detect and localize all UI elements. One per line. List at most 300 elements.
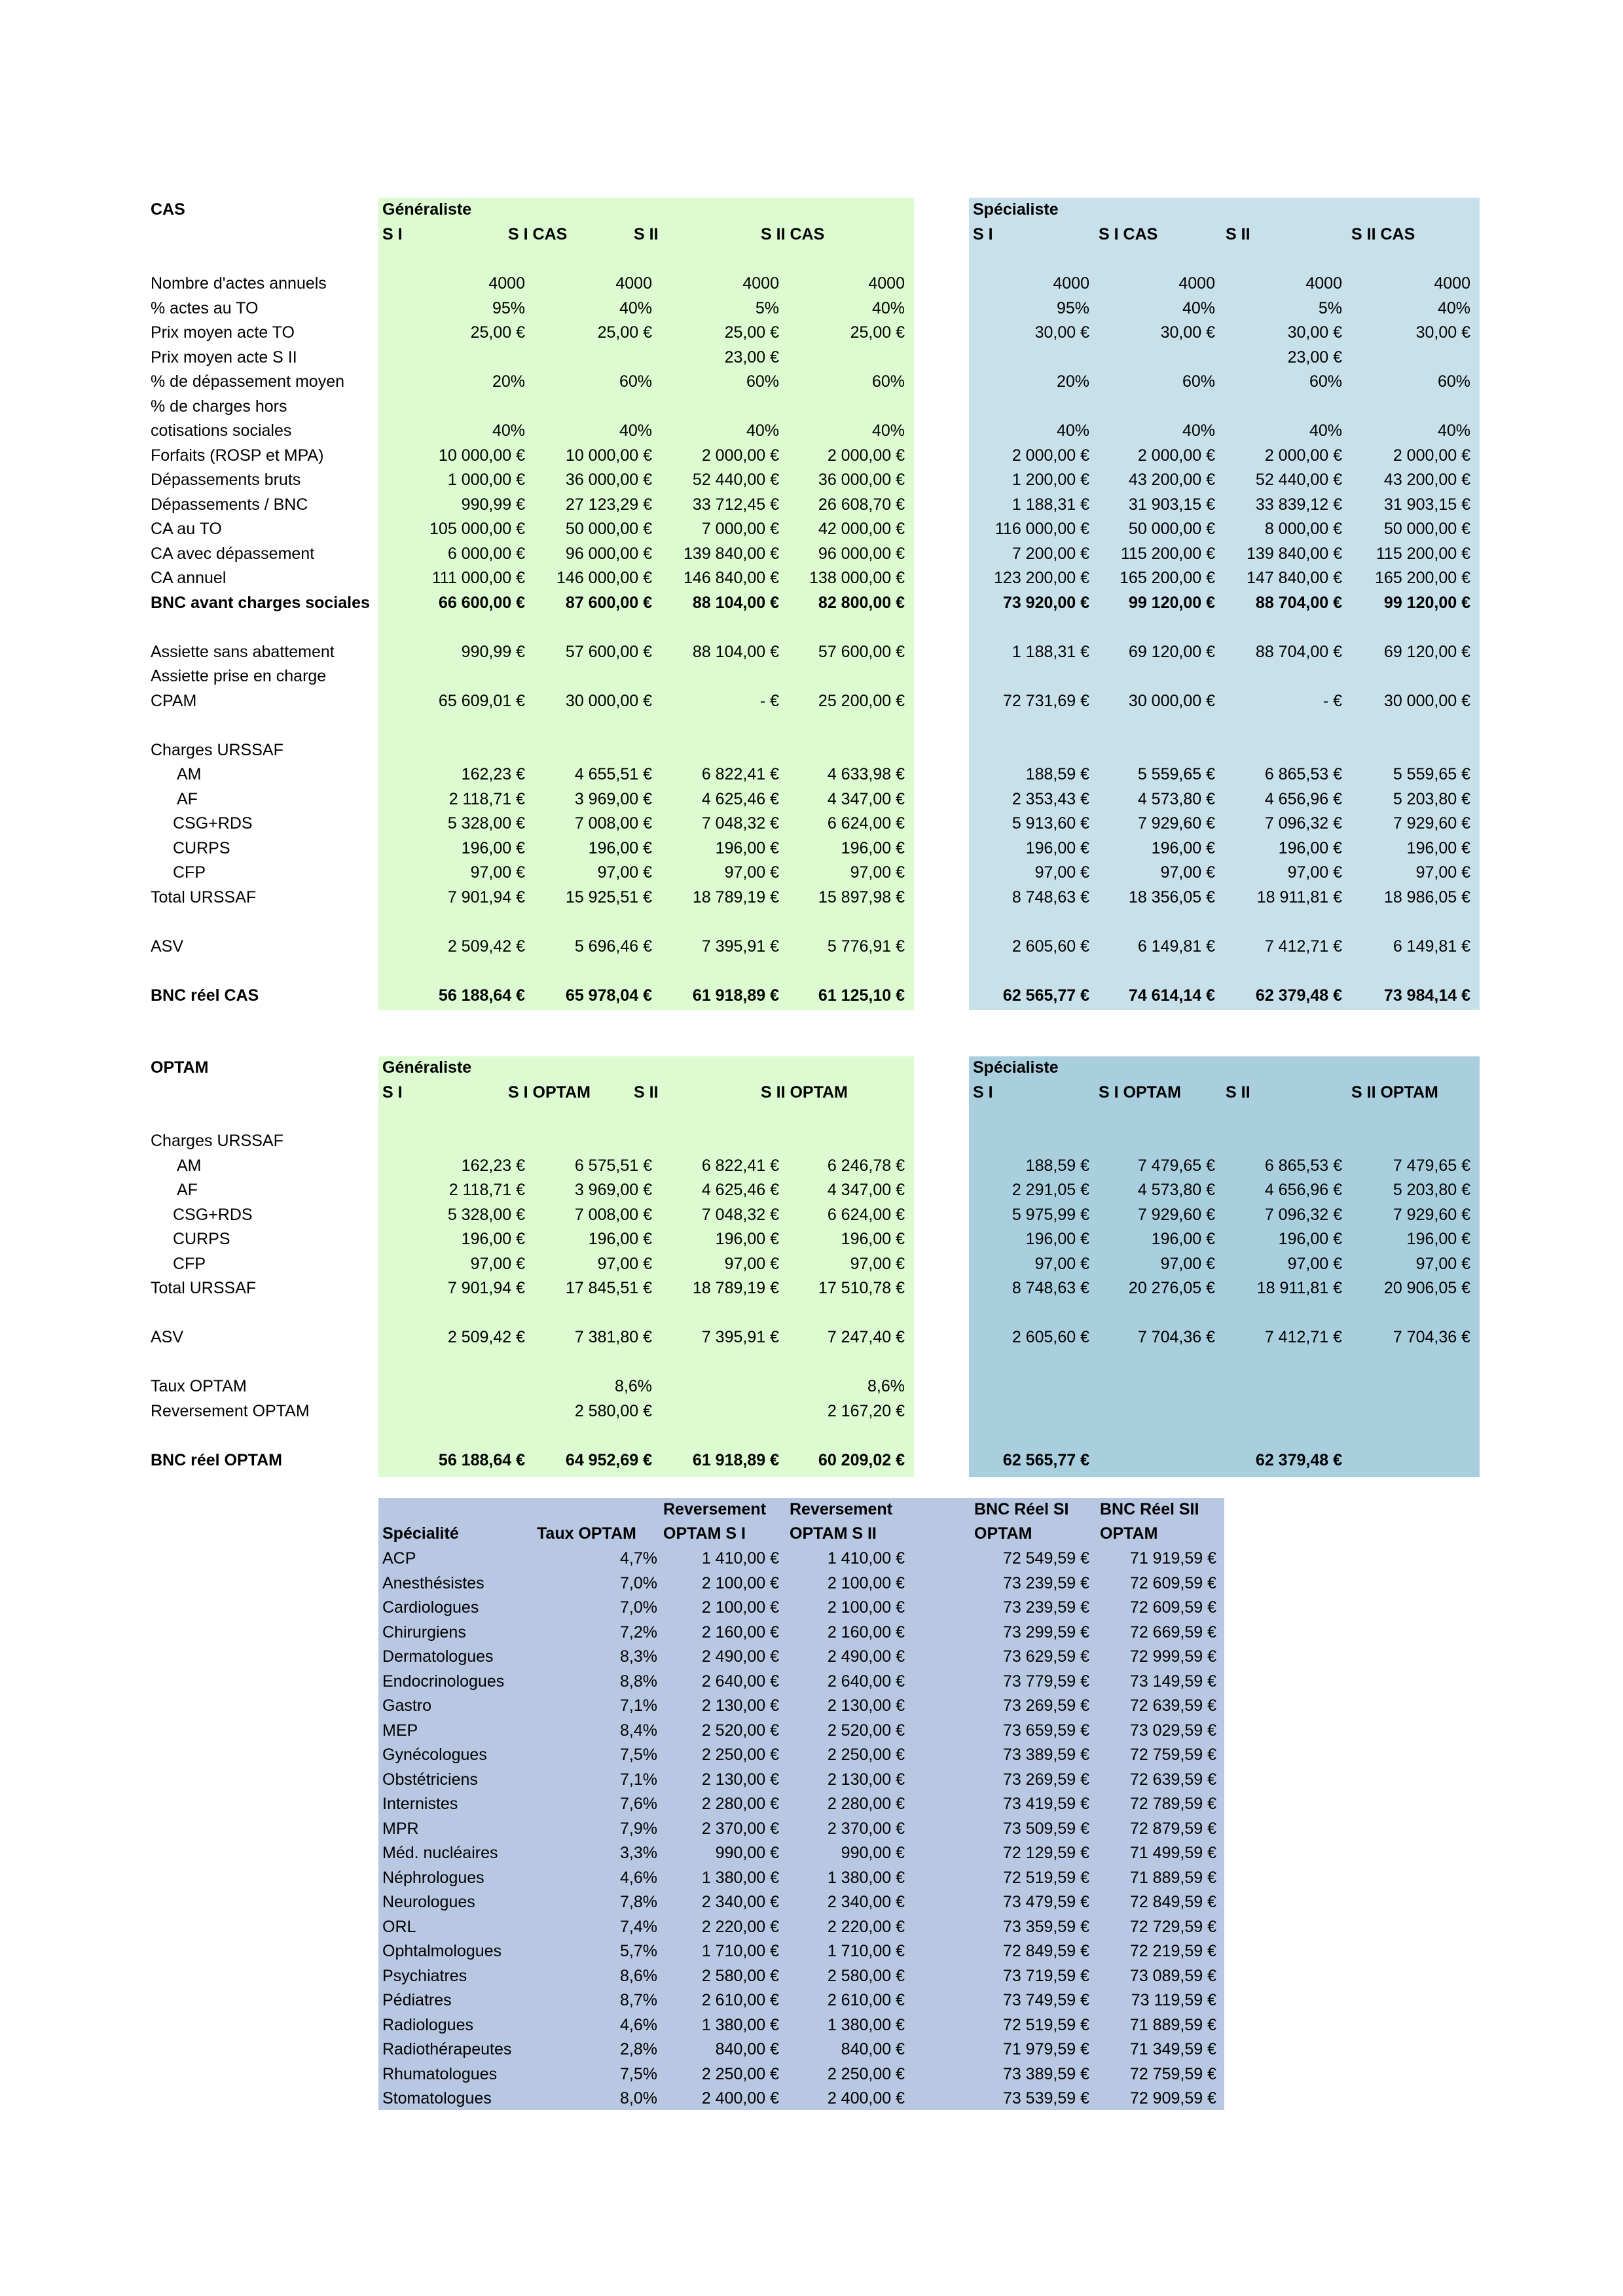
specialite-value: 2 610,00 € [701,1991,779,2009]
optam-specialiste-value: 97,00 € [1160,1254,1215,1273]
specialite-value: 73 119,59 € [1131,1991,1216,2009]
cas-specialiste-value [965,713,1089,738]
specialite-value: 7,0% [620,1573,657,1592]
specialite-header-line1: Reversement [663,1500,767,1518]
cas-generaliste-value [655,664,779,689]
specialite-value: 990,00 € [841,1844,905,1862]
specialite-name: Radiologues [382,2015,473,2034]
specialite-value: 73 029,59 € [1129,1721,1216,1740]
optam-specialiste-value: 7 096,32 € [1264,1205,1342,1224]
optam-specialiste-value [1346,1374,1470,1399]
specialite-value: 72 849,59 € [1129,1893,1216,1911]
cas-row-label: AF [177,789,198,808]
cas-generaliste-value: 111 000,00 € [431,569,525,587]
optam-specialiste-value [1091,1300,1215,1325]
cas-generaliste-value: 60% [746,372,779,391]
specialite-value: 4,7% [620,1549,657,1568]
cas-row-label: Nombre d'actes annuels [151,274,327,293]
optam-specialiste-value: 4 573,80 € [1137,1181,1215,1199]
cas-row-label: Assiette prise en charge [151,667,327,685]
cas-specialiste-value: 4000 [1305,274,1342,293]
optam-generaliste-value: 56 188,64 € [438,1450,525,1469]
cas-generaliste-value: 7 008,00 € [574,814,652,833]
specialite-value: 2 370,00 € [701,1819,779,1838]
cas-generaliste-value: 96 000,00 € [565,544,652,563]
cas-specialiste-value: 30,00 € [1034,323,1089,342]
cas-generaliste-value: 7 000,00 € [701,520,779,538]
specialite-name: Internistes [382,1795,458,1813]
cas-generaliste-value: 4 655,51 € [574,765,652,783]
cas-generaliste-value [528,909,652,934]
cas-generaliste-value [780,909,905,934]
cas-generaliste-value: 1 000,00 € [447,471,525,489]
optam-specialiste-value: 2 291,05 € [1012,1181,1089,1199]
optam-generaliste-value [528,1423,652,1448]
cas-generaliste-value: 2 000,00 € [827,446,905,465]
optam-title: OPTAM [151,1058,209,1077]
cas-generaliste-value [780,713,905,738]
cas-specialiste-value: 188,59 € [1025,765,1089,783]
cas-specialiste-col-header: S II CAS [1351,224,1415,243]
cas-generaliste-value: 5 328,00 € [447,814,525,833]
optam-specialiste-value: 62 379,48 € [1255,1450,1342,1469]
optam-specialiste-value [1091,1350,1215,1374]
cas-specialiste-value [965,738,1089,762]
cas-specialiste-value: 5 559,65 € [1137,765,1215,783]
optam-specialiste-value [965,1423,1089,1448]
optam-generaliste-value: 7 048,32 € [701,1205,779,1224]
specialite-value: 2 100,00 € [827,1598,905,1617]
cas-generaliste-value: 4000 [488,274,525,293]
specialite-value: 840,00 € [715,2040,779,2058]
specialite-value: 5,7% [620,1942,657,1960]
specialite-value: 8,0% [620,2089,657,2108]
cas-row-label: CURPS [173,838,230,857]
specialite-value: 1 710,00 € [827,1942,905,1960]
cas-specialiste-value [1346,909,1470,934]
specialite-value: 7,5% [620,2064,657,2083]
optam-specialiste-value: 6 865,53 € [1264,1156,1342,1175]
optam-specialiste-value: 5 975,99 € [1012,1205,1089,1224]
cas-generaliste-value: 65 609,01 € [438,691,525,710]
cas-generaliste-value: 196,00 € [588,838,652,857]
specialite-value: 73 149,59 € [1129,1672,1216,1691]
cas-generaliste-value [401,664,525,689]
cas-specialiste-value: 123 200,00 € [994,569,1089,587]
cas-generaliste-value [528,713,652,738]
specialite-value: 72 549,59 € [1002,1549,1089,1568]
cas-generaliste-value: 52 440,00 € [692,471,779,489]
cas-generaliste-title: Généraliste [382,200,472,219]
cas-specialiste-value: 7 929,60 € [1137,814,1215,833]
specialite-value: 73 419,59 € [1002,1795,1089,1813]
cas-generaliste-value: 88 104,00 € [692,593,779,612]
optam-generaliste-value: 6 624,00 € [827,1205,905,1224]
cas-specialiste-value [965,909,1089,934]
optam-row-label [151,1423,378,1448]
optam-generaliste-value [528,1128,652,1153]
specialite-value: 72 609,59 € [1129,1598,1216,1617]
specialite-value: 8,8% [620,1672,657,1691]
optam-specialiste-value [1346,1448,1470,1473]
cas-generaliste-value: 18 789,19 € [692,888,779,906]
optam-generaliste-value [655,1300,779,1325]
optam-specialiste-value: 7 929,60 € [1137,1205,1215,1224]
cas-generaliste-value: 97,00 € [724,863,779,882]
specialite-value: 990,00 € [715,1844,779,1862]
cas-generaliste-value [655,713,779,738]
cas-generaliste-value: 25,00 € [597,323,652,342]
cas-row-label: % actes au TO [151,298,259,317]
cas-specialiste-value: 43 200,00 € [1383,471,1470,489]
cas-specialiste-value: 115 200,00 € [1376,544,1470,563]
optam-generaliste-value: 196,00 € [715,1230,779,1248]
optam-generaliste-value: 17 845,51 € [565,1279,652,1297]
specialite-value: 8,3% [620,1647,657,1666]
specialite-value: 73 269,59 € [1002,1770,1089,1789]
cas-specialiste-value [965,345,1089,370]
cas-specialiste-value: 18 986,05 € [1383,888,1470,906]
optam-specialiste-value [1218,1423,1342,1448]
optam-generaliste-value: 4 347,00 € [827,1181,905,1199]
optam-specialiste-value [1218,1128,1342,1153]
optam-specialiste-value: 196,00 € [1151,1230,1215,1248]
specialite-name: MPR [382,1819,419,1838]
optam-generaliste-value: 196,00 € [588,1230,652,1248]
cas-generaliste-value: 50 000,00 € [565,520,652,538]
cas-generaliste-value [780,664,905,689]
optam-generaliste-value [655,1423,779,1448]
cas-specialiste-value: 196,00 € [1025,838,1089,857]
cas-generaliste-value: 196,00 € [461,838,525,857]
cas-generaliste-value: 105 000,00 € [429,520,525,538]
cas-row-label: CSG+RDS [173,814,253,833]
optam-specialiste-value: 188,59 € [1025,1156,1089,1175]
specialite-value: 72 219,59 € [1129,1942,1216,1960]
cas-generaliste-col-header: S I CAS [508,224,568,243]
optam-specialiste-value: 7 412,71 € [1264,1328,1342,1346]
optam-generaliste-value [401,1300,525,1325]
optam-row-label: CSG+RDS [173,1205,253,1224]
specialite-value: 72 849,59 € [1002,1942,1089,1960]
cas-specialiste-value: 18 356,05 € [1128,888,1215,906]
optam-specialiste-value [965,1128,1089,1153]
specialite-value: 73 719,59 € [1002,1966,1089,1985]
cas-specialiste-col-header: S II [1226,224,1250,243]
specialite-value: 7,2% [620,1623,657,1641]
optam-generaliste-value: 6 246,78 € [827,1156,905,1175]
cas-specialiste-value: 1 200,00 € [1012,471,1089,489]
cas-row-label: Forfaits (ROSP et MPA) [151,446,324,465]
specialite-value: 72 729,59 € [1129,1917,1216,1936]
cas-generaliste-value [401,615,525,639]
optam-row-label: CFP [173,1254,206,1273]
specialite-header-line1: BNC Réel SI [974,1500,1069,1518]
cas-generaliste-value: 60% [619,372,652,391]
optam-generaliste-value: 17 510,78 € [818,1279,905,1297]
cas-specialiste-value: 165 200,00 € [1120,569,1215,587]
optam-generaliste-col-header: S II [634,1083,659,1102]
optam-generaliste-value: 7 395,91 € [701,1328,779,1346]
optam-specialiste-value [965,1374,1089,1399]
cas-specialiste-value: 1 188,31 € [1012,642,1089,661]
cas-specialiste-value [1218,664,1342,689]
optam-specialiste-value: 196,00 € [1025,1230,1089,1248]
optam-specialiste-value [1091,1423,1215,1448]
cas-generaliste-value [528,345,652,370]
optam-generaliste-value: 196,00 € [461,1230,525,1248]
cas-specialiste-value: 60% [1309,372,1342,391]
cas-generaliste-value: 57 600,00 € [818,642,905,661]
cas-generaliste-value: 20% [492,372,525,391]
cas-specialiste-value: 40% [1182,298,1215,317]
cas-specialiste-value: 20% [1056,372,1089,391]
optam-generaliste-col-header: S I [382,1083,403,1102]
cas-title: CAS [151,200,185,219]
specialite-value: 1 710,00 € [701,1942,779,1960]
cas-generaliste-value [528,958,652,983]
cas-generaliste-value [780,738,905,762]
cas-specialiste-value [1346,958,1470,983]
cas-generaliste-value [780,958,905,983]
optam-specialiste-value [1346,1128,1470,1153]
specialite-value: 72 639,59 € [1129,1770,1216,1789]
cas-specialiste-value: 97,00 € [1415,863,1470,882]
optam-generaliste-value [401,1423,525,1448]
cas-specialiste-value: 30 000,00 € [1128,691,1215,710]
cas-specialiste-value [965,958,1089,983]
specialite-value: 2 160,00 € [701,1623,779,1641]
specialite-value: 73 239,59 € [1002,1573,1089,1592]
cas-specialiste-value: 2 605,60 € [1012,937,1089,956]
specialite-value: 72 909,59 € [1129,2089,1216,2108]
specialite-value: 1 380,00 € [827,2015,905,2034]
cas-generaliste-value [780,394,905,419]
cas-specialiste-value: 5 913,60 € [1012,814,1089,833]
cas-generaliste-value: 3 969,00 € [574,789,652,808]
specialite-value: 2 250,00 € [827,1746,905,1764]
optam-generaliste-value [780,1300,905,1325]
specialite-value: 72 519,59 € [1002,2015,1089,2034]
specialite-name: Psychiatres [382,1966,467,1985]
optam-generaliste-value [528,1350,652,1374]
cas-specialiste-value [1218,713,1342,738]
cas-specialiste-value: 50 000,00 € [1383,520,1470,538]
specialite-value: 2 220,00 € [701,1917,779,1936]
optam-specialiste-value [1091,1128,1215,1153]
cas-specialiste-value: 97,00 € [1160,863,1215,882]
cas-specialiste-value: 72 731,69 € [1002,691,1089,710]
specialite-value: 71 499,59 € [1129,1844,1216,1862]
optam-generaliste-value [780,1128,905,1153]
cas-generaliste-value: 25,00 € [724,323,779,342]
specialite-value: 2 400,00 € [701,2089,779,2108]
specialite-name: Chirurgiens [382,1623,466,1641]
cas-generaliste-value: 25,00 € [470,323,525,342]
optam-specialiste-value [965,1399,1089,1424]
cas-specialiste-value [1091,615,1215,639]
optam-generaliste-value: 162,23 € [461,1156,525,1175]
specialite-value: 71 889,59 € [1129,2015,1216,2034]
optam-specialiste-value: 7 479,65 € [1393,1156,1470,1175]
cas-specialiste-value: 31 903,15 € [1383,495,1470,514]
specialite-value: 73 389,59 € [1002,2064,1089,2083]
cas-generaliste-value: 88 104,00 € [692,642,779,661]
specialite-header-line2: OPTAM [1100,1524,1158,1543]
cas-generaliste-value [528,664,652,689]
optam-generaliste-value: 4 625,46 € [701,1181,779,1199]
cas-generaliste-value [655,909,779,934]
cas-row-label [151,615,378,639]
specialite-value: 2 640,00 € [701,1672,779,1691]
cas-specialiste-value: 31 903,15 € [1128,495,1215,514]
cas-generaliste-value: 196,00 € [841,838,905,857]
cas-specialiste-value: 8 748,63 € [1012,888,1089,906]
specialite-value: 2 250,00 € [701,1746,779,1764]
optam-row-label: Total URSSAF [151,1279,257,1297]
cas-row-label: % de charges hors [151,397,287,416]
cas-specialiste-value: 7 096,32 € [1264,814,1342,833]
cas-generaliste-value: 25,00 € [850,323,905,342]
specialite-value: 3,3% [620,1844,657,1862]
cas-generaliste-value: 2 000,00 € [701,446,779,465]
cas-specialiste-value: 52 440,00 € [1255,471,1342,489]
specialite-value: 73 269,59 € [1002,1696,1089,1715]
cas-generaliste-value: 4000 [615,274,652,293]
cas-specialiste-title: Spécialiste [973,200,1059,219]
cas-specialiste-value: 6 865,53 € [1264,765,1342,783]
specialite-name: ORL [382,1917,416,1936]
specialite-value: 7,1% [620,1696,657,1715]
specialite-value: 73 299,59 € [1002,1623,1089,1641]
cas-specialiste-value [965,664,1089,689]
specialite-value: 1 410,00 € [827,1549,905,1568]
specialite-value: 2 130,00 € [827,1696,905,1715]
specialite-value: 8,4% [620,1721,657,1740]
cas-specialiste-value: 95% [1056,298,1089,317]
specialite-value: 4,6% [620,2015,657,2034]
optam-row-label: Charges URSSAF [151,1132,283,1150]
cas-generaliste-value [528,615,652,639]
optam-generaliste-value [655,1350,779,1374]
cas-specialiste-value: 2 000,00 € [1137,446,1215,465]
cas-generaliste-col-header: S II [634,224,659,243]
specialite-name: MEP [382,1721,418,1740]
cas-row-label: Assiette sans abattement [151,642,335,661]
cas-generaliste-value: 40% [871,422,905,440]
optam-generaliste-value: 8,6% [615,1377,652,1395]
cas-specialiste-value: 4 656,96 € [1264,789,1342,808]
cas-specialiste-value: 165 200,00 € [1375,569,1470,587]
specialite-value: 73 629,59 € [1002,1647,1089,1666]
cas-generaliste-value: 36 000,00 € [818,471,905,489]
optam-generaliste-value: 2 118,71 € [448,1181,525,1199]
specialite-value: 73 359,59 € [1002,1917,1089,1936]
cas-generaliste-value: 57 600,00 € [565,642,652,661]
specialite-value: 73 389,59 € [1002,1746,1089,1764]
optam-specialiste-value: 97,00 € [1034,1254,1089,1273]
specialite-value: 840,00 € [841,2040,905,2058]
specialite-value: 72 879,59 € [1129,1819,1216,1838]
cas-generaliste-value [655,394,779,419]
cas-specialiste-value: 196,00 € [1278,838,1342,857]
specialite-value: 1 380,00 € [701,2015,779,2034]
specialite-name: Méd. nucléaires [382,1844,498,1862]
cas-generaliste-value: 990,99 € [461,642,525,661]
cas-generaliste-value: 4000 [742,274,779,293]
specialite-value: 2 130,00 € [701,1696,779,1715]
cas-generaliste-value: 87 600,00 € [565,593,652,612]
optam-specialiste-value: 5 203,80 € [1393,1181,1470,1199]
cas-generaliste-value: 97,00 € [597,863,652,882]
cas-specialiste-value: 4000 [1053,274,1089,293]
specialite-value: 2 400,00 € [827,2089,905,2108]
cas-row-label: ASV [151,937,184,956]
optam-generaliste-value [528,1300,652,1325]
specialite-name: Gastro [382,1696,432,1715]
optam-row-label: Taux OPTAM [151,1377,247,1395]
cas-specialiste-value: 8 000,00 € [1264,520,1342,538]
specialite-name: Stomatologues [382,2089,492,2108]
cas-generaliste-value: 40% [492,422,525,440]
optam-specialiste-value [965,1350,1089,1374]
cas-row-label: Dépassements bruts [151,471,301,489]
cas-specialiste-value: 7 929,60 € [1393,814,1470,833]
optam-generaliste-value: 97,00 € [724,1254,779,1273]
cas-specialiste-value: 40% [1437,422,1470,440]
cas-generaliste-value: 40% [746,422,779,440]
cas-generaliste-value: 2 509,42 € [447,937,525,956]
optam-specialiste-value [1346,1300,1470,1325]
specialite-value: 71 349,59 € [1129,2040,1216,2058]
optam-generaliste-value [401,1350,525,1374]
optam-generaliste-value: 6 575,51 € [574,1156,652,1175]
specialite-name: Néphrologues [382,1868,484,1887]
specialite-value: 2 520,00 € [701,1721,779,1740]
optam-generaliste-value: 18 789,19 € [692,1279,779,1297]
cas-generaliste-col-header: S I [382,224,403,243]
optam-specialiste-value: 8 748,63 € [1012,1279,1089,1297]
specialite-name: Ophtalmologues [382,1942,502,1960]
specialite-value: 2 250,00 € [827,2064,905,2083]
optam-specialiste-value: 7 704,36 € [1137,1328,1215,1346]
optam-specialiste-col-header: S I OPTAM [1099,1083,1181,1102]
specialite-value: 2 490,00 € [827,1647,905,1666]
cas-specialiste-value [965,394,1089,419]
cas-generaliste-value: 30 000,00 € [565,691,652,710]
cas-specialiste-value: 2 000,00 € [1012,446,1089,465]
optam-specialiste-value: 97,00 € [1287,1254,1342,1273]
optam-generaliste-value: 7 901,94 € [447,1279,525,1297]
cas-generaliste-value: 146 000,00 € [556,569,652,587]
cas-generaliste-value: 10 000,00 € [565,446,652,465]
optam-generaliste-value [780,1350,905,1374]
optam-row-label: BNC réel OPTAM [151,1450,282,1469]
specialite-value: 2 100,00 € [701,1598,779,1617]
cas-generaliste-value: 27 123,29 € [565,495,652,514]
cas-row-label: CA avec dépassement [151,544,315,563]
specialite-header-line2: OPTAM S II [790,1524,877,1543]
optam-specialiste-value: 2 605,60 € [1012,1328,1089,1346]
specialite-value: 2 130,00 € [701,1770,779,1789]
optam-generaliste-value: 97,00 € [597,1254,652,1273]
optam-generaliste-value: 196,00 € [841,1230,905,1248]
cas-specialiste-value: 30,00 € [1287,323,1342,342]
cas-specialiste-value: 196,00 € [1151,838,1215,857]
cas-specialiste-value: 73 984,14 € [1383,986,1470,1005]
cas-specialiste-value [1346,713,1470,738]
specialite-value: 73 539,59 € [1002,2089,1089,2108]
